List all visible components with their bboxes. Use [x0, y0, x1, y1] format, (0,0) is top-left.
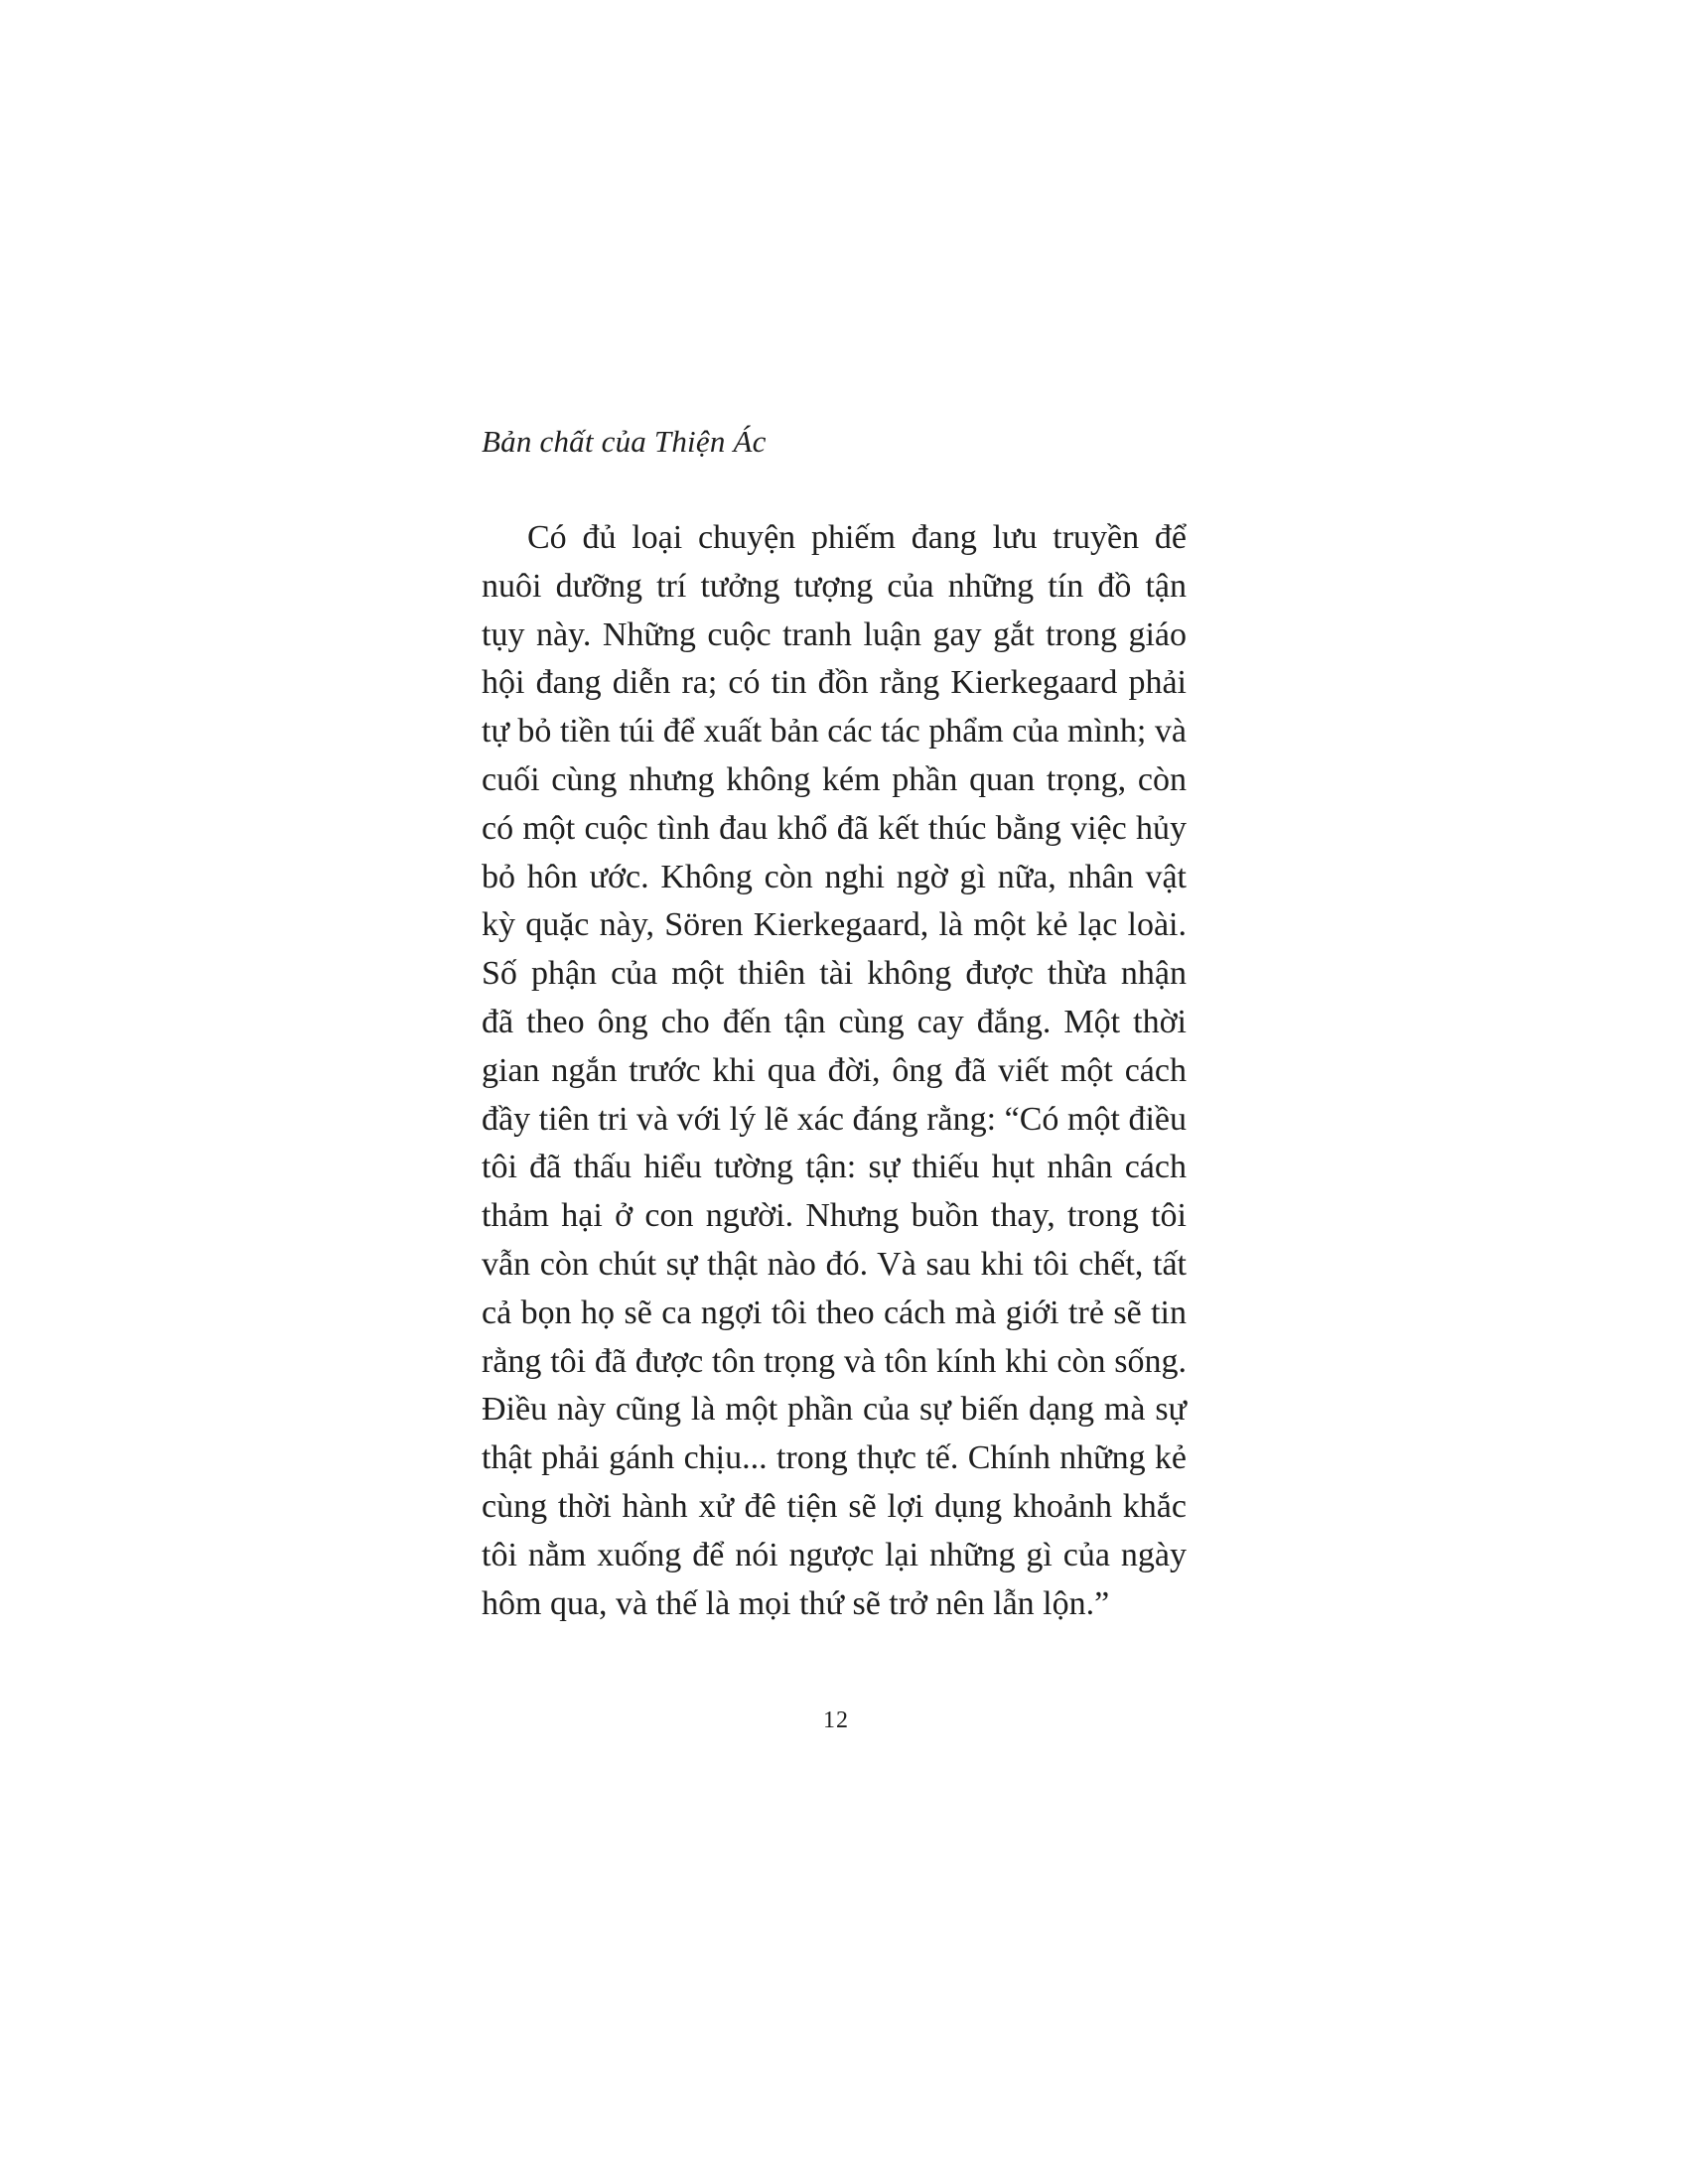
text-line: thật phải gánh chịu... trong thực tế. Chính những kẻ	[482, 1439, 1187, 1477]
text-line: nuôi dưỡng trí tưởng tượng của những tín đồ tận	[482, 567, 1187, 605]
text-line: bỏ hôn ước. Không còn nghi ngờ gì nữa, nhân vật	[482, 858, 1187, 895]
page-number: 12	[823, 1707, 849, 1733]
text-line: đã theo ông cho đến tận cùng cay đắng. Một thời	[482, 1003, 1187, 1040]
text-line: Số phận của một thiên tài không được thừa nhận	[482, 955, 1187, 993]
text-line: Điều này cũng là một phần của sự biến dạng mà sự	[482, 1391, 1187, 1429]
text-line: có một cuộc tình đau khổ đã kết thúc bằng việc hủy	[482, 809, 1187, 847]
text-line: thảm hại ở con người. Nhưng buồn thay, trong tôi	[482, 1197, 1187, 1235]
text-line: gian ngắn trước khi qua đời, ông đã viết một cách	[482, 1051, 1187, 1089]
text-line: tôi đã thấu hiểu tường tận: sự thiếu hụt nhân cách	[482, 1149, 1187, 1186]
text-line: tôi nằm xuống để nói ngược lại những gì của ngày	[482, 1536, 1187, 1573]
text-line: tự bỏ tiền túi để xuất bản các tác phẩm của mình; và	[482, 713, 1187, 751]
body-paragraph	[482, 514, 1187, 1628]
text-line: cuối cùng nhưng không kém phần quan trọng, còn	[482, 760, 1187, 798]
running-head: Bản chất của Thiện Ác	[482, 424, 767, 459]
text-line: tụy này. Những cuộc tranh luận gay gắt trong giáo	[482, 615, 1187, 653]
text-line: cùng thời hành xử đê tiện sẽ lợi dụng khoảnh khắc	[482, 1487, 1187, 1525]
text-line: rằng tôi đã được tôn trọng và tôn kính khi còn sống.	[482, 1342, 1187, 1380]
text-line: vẫn còn chút sự thật nào đó. Và sau khi tôi chết, tất	[482, 1245, 1187, 1283]
text-line: Có đủ loại chuyện phiếm đang lưu truyền để	[527, 519, 1187, 556]
text-line: hội đang diễn ra; có tin đồn rằng Kierkegaard phải	[482, 664, 1187, 702]
text-line: cả bọn họ sẽ ca ngợi tôi theo cách mà giới trẻ sẽ tin	[482, 1294, 1187, 1331]
text-line: đầy tiên tri và với lý lẽ xác đáng rằng: “Có một điều	[482, 1100, 1187, 1138]
text-line: hôm qua, và thế là mọi thứ sẽ trở nên lẫn lộn.”	[482, 1584, 1110, 1622]
text-line: kỳ quặc này, Sören Kierkegaard, là một kẻ lạc loài.	[482, 906, 1187, 944]
